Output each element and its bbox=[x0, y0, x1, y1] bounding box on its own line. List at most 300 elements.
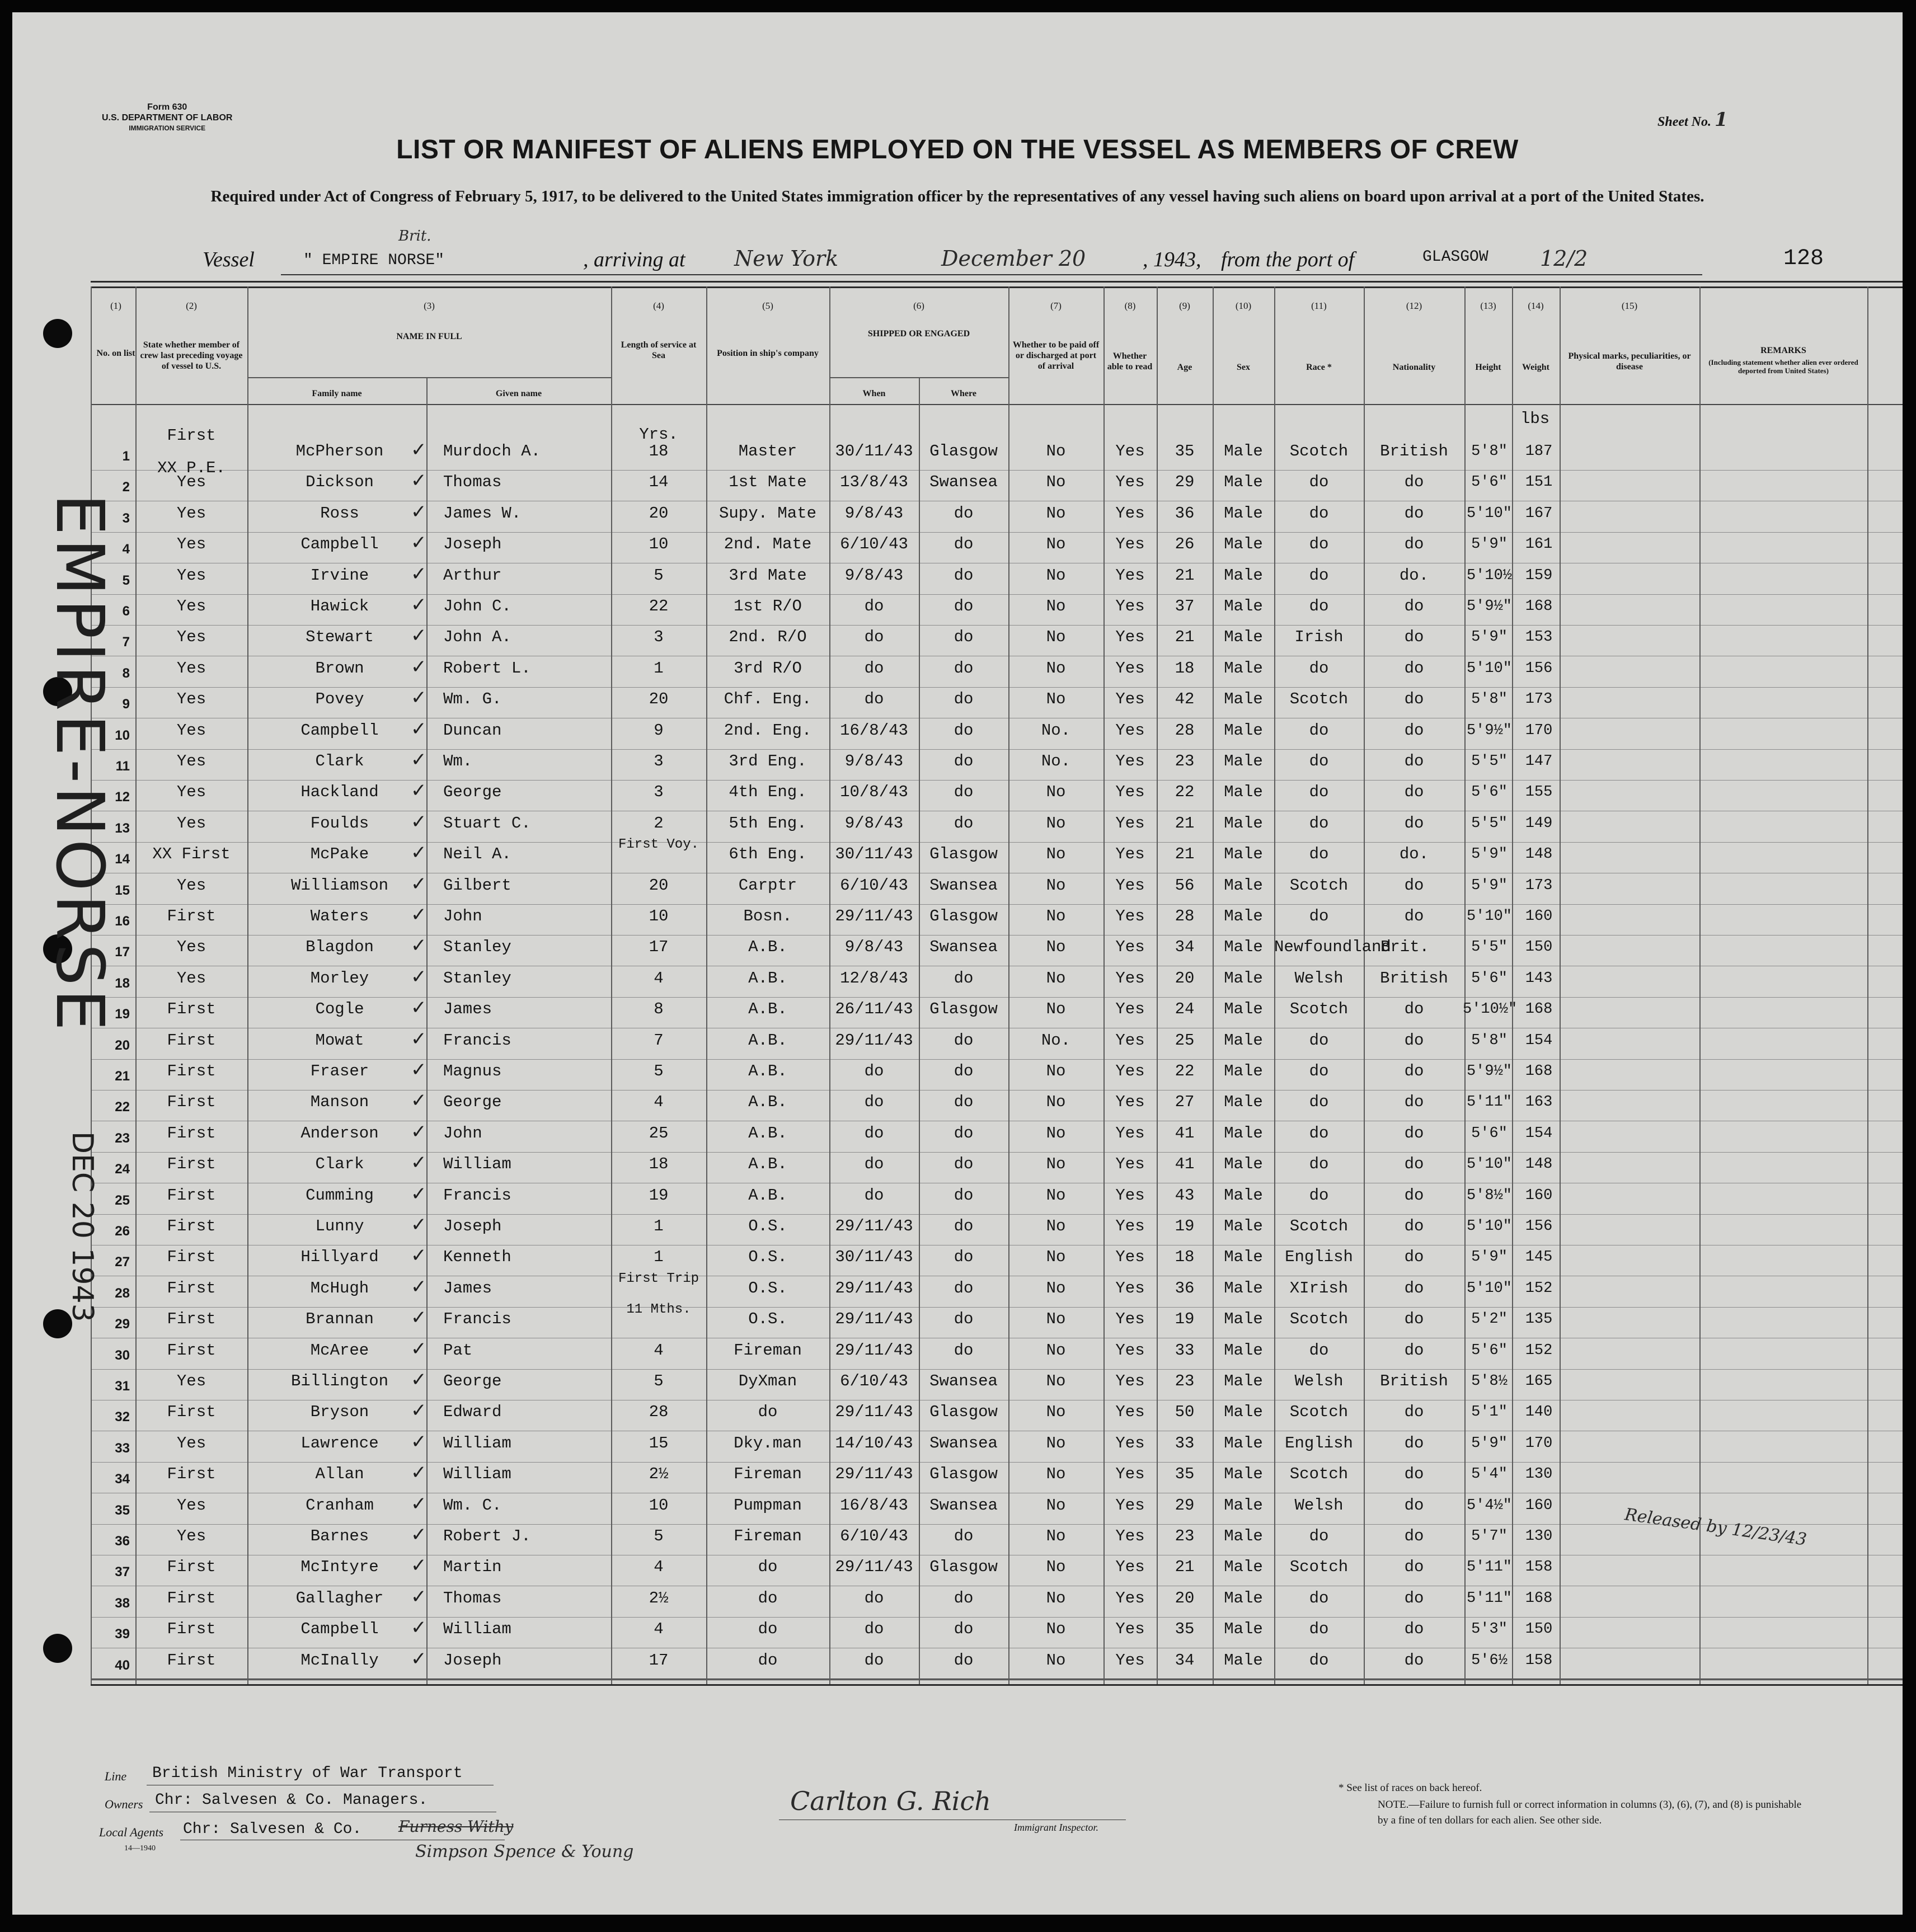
cell-position: 2nd. R/O bbox=[729, 628, 807, 647]
row-rule bbox=[91, 904, 1903, 905]
cell-length: 10 bbox=[649, 907, 669, 925]
cell-given: Neil A. bbox=[443, 845, 511, 864]
cell-when: 13/8/43 bbox=[840, 473, 908, 492]
cell-height: 5'8" bbox=[1471, 443, 1508, 460]
check-mark-icon: ✓ bbox=[411, 624, 427, 647]
date-stamp: DEC 20 1943 bbox=[65, 1131, 99, 1322]
cell-family: Billington bbox=[290, 1372, 389, 1390]
cell-height: 5'9" bbox=[1471, 877, 1508, 894]
cell-given: Magnus bbox=[443, 1062, 502, 1080]
cell-when: 16/8/43 bbox=[840, 721, 908, 740]
cell-length: 5 bbox=[654, 1372, 664, 1390]
cell-state: First bbox=[167, 1651, 216, 1670]
cell-race: do bbox=[1309, 845, 1329, 864]
cell-given: Robert J. bbox=[443, 1527, 531, 1545]
cell-sex: Male bbox=[1224, 1496, 1263, 1515]
row-number: 35 bbox=[115, 1502, 130, 1518]
header-height: Height bbox=[1475, 363, 1501, 372]
cell-nat: British bbox=[1380, 1372, 1448, 1390]
cell-weight: 143 bbox=[1525, 970, 1553, 987]
cell-given: James bbox=[443, 1000, 492, 1019]
cell-race: do bbox=[1309, 814, 1329, 833]
cell-height: 5'11" bbox=[1466, 1559, 1512, 1576]
cell-age: 21 bbox=[1175, 845, 1195, 864]
row-number: 8 bbox=[122, 665, 130, 681]
cell-paid: No bbox=[1046, 1558, 1066, 1577]
cell-read: Yes bbox=[1115, 1620, 1145, 1639]
cell-family: Blagdon bbox=[306, 938, 374, 957]
cell-when: 6/10/43 bbox=[840, 535, 908, 554]
cell-height: 5'4" bbox=[1471, 1466, 1508, 1483]
col-number-7: (7) bbox=[1050, 300, 1062, 311]
cell-sex: Male bbox=[1224, 1031, 1263, 1050]
cell-weight: 168 bbox=[1525, 1590, 1553, 1607]
row-number: 13 bbox=[115, 820, 130, 836]
cell-length: 20 bbox=[649, 504, 669, 523]
cell-length: 20 bbox=[649, 876, 669, 895]
cell-sex: Male bbox=[1224, 566, 1263, 585]
header-bottom-rule bbox=[91, 404, 1903, 405]
cell-state: First bbox=[167, 1000, 216, 1019]
cell-nat: do bbox=[1404, 721, 1424, 740]
cell-given: Joseph bbox=[443, 1651, 502, 1670]
cell-nat: do bbox=[1404, 907, 1424, 925]
cell-race: do bbox=[1309, 1588, 1329, 1607]
cell-position: 2nd. Eng. bbox=[724, 721, 812, 740]
cell-given: Edward bbox=[443, 1403, 502, 1422]
cell-length: 15 bbox=[649, 1433, 669, 1452]
cell-read: Yes bbox=[1115, 1465, 1145, 1484]
cell-length: 22 bbox=[649, 597, 669, 615]
cell-family: Campbell bbox=[300, 721, 379, 740]
row-rule bbox=[91, 842, 1903, 843]
check-mark-icon: ✓ bbox=[411, 717, 427, 740]
cell-position: Supy. Mate bbox=[718, 504, 817, 523]
cell-height: 5'9" bbox=[1471, 1249, 1508, 1266]
cell-paid: No bbox=[1046, 938, 1066, 957]
cell-sex: Male bbox=[1224, 1527, 1263, 1545]
cell-read: Yes bbox=[1115, 473, 1145, 492]
cell-height: 5'8½ bbox=[1471, 1373, 1508, 1390]
check-mark-icon: ✓ bbox=[411, 749, 427, 771]
row-number: 38 bbox=[115, 1595, 130, 1611]
cell-paid: No bbox=[1046, 1062, 1066, 1080]
cell-given: Martin bbox=[443, 1558, 502, 1577]
from-port: GLASGOW bbox=[1422, 248, 1488, 266]
cell-sex: Male bbox=[1224, 1248, 1263, 1267]
cell-paid: No. bbox=[1041, 752, 1071, 770]
row-rule bbox=[91, 1059, 1903, 1060]
cell-race: do bbox=[1309, 1527, 1329, 1545]
cell-state: Yes bbox=[176, 597, 206, 615]
cell-given: George bbox=[443, 1093, 502, 1112]
cell-sex: Male bbox=[1224, 1588, 1263, 1607]
cell-position: do bbox=[758, 1588, 778, 1607]
cell-age: 41 bbox=[1175, 1124, 1195, 1143]
cell-family: Manson bbox=[310, 1093, 369, 1112]
header-shipped: SHIPPED OR ENGAGED bbox=[867, 329, 970, 339]
cell-height: 5'11" bbox=[1466, 1094, 1512, 1111]
cell-height: 5'3" bbox=[1471, 1621, 1508, 1638]
cell-paid: No bbox=[1046, 1465, 1066, 1484]
header-name-in-full: NAME IN FULL bbox=[396, 332, 462, 341]
header-race: Race * bbox=[1306, 363, 1332, 372]
cell-height: 5'10" bbox=[1466, 1280, 1512, 1297]
cell-race: Scotch bbox=[1289, 442, 1349, 460]
cell-position: 6th Eng. bbox=[729, 845, 807, 864]
cell-nat: do bbox=[1404, 1093, 1424, 1112]
cell-height: 5'6" bbox=[1471, 1125, 1508, 1142]
cell-height: 5'5" bbox=[1471, 815, 1508, 832]
cell-weight: 130 bbox=[1525, 1466, 1553, 1483]
cell-state: First bbox=[167, 1248, 216, 1267]
cell-age: 34 bbox=[1175, 1651, 1195, 1670]
cell-read: Yes bbox=[1115, 814, 1145, 833]
header-nationality: Nationality bbox=[1392, 363, 1436, 372]
cell-where: do bbox=[954, 566, 974, 585]
row-number: 4 bbox=[122, 542, 130, 557]
cell-family: Clark bbox=[315, 752, 364, 770]
cell-where: do bbox=[954, 1651, 974, 1670]
cell-length: First Trip bbox=[618, 1271, 699, 1286]
cell-length: 17 bbox=[649, 1651, 669, 1670]
header-no-on-list: No. on list bbox=[96, 349, 135, 358]
row-number: 34 bbox=[115, 1472, 130, 1487]
cell-sex: Male bbox=[1224, 1000, 1263, 1019]
cell-family: Brown bbox=[315, 659, 364, 678]
cell-length: 3 bbox=[654, 752, 664, 770]
cell-position: O.S. bbox=[748, 1278, 787, 1298]
cell-paid: No bbox=[1046, 1496, 1066, 1515]
cell-nat: do bbox=[1404, 1620, 1424, 1639]
row-number: 40 bbox=[115, 1657, 130, 1673]
cell-paid: No bbox=[1046, 1620, 1066, 1639]
cell-state: First bbox=[167, 1278, 216, 1298]
cell-race: do bbox=[1309, 535, 1329, 554]
cell-weight: 147 bbox=[1525, 753, 1553, 770]
cell-family: Gallagher bbox=[295, 1588, 384, 1607]
cell-race: do bbox=[1309, 566, 1329, 585]
cell-paid: No bbox=[1046, 1217, 1066, 1235]
check-mark-icon: ✓ bbox=[411, 1214, 427, 1236]
cell-state: Yes bbox=[176, 938, 206, 957]
cell-paid: No bbox=[1046, 442, 1066, 460]
cell-race: do bbox=[1309, 1186, 1329, 1205]
cell-age: 42 bbox=[1175, 690, 1195, 709]
check-mark-icon: ✓ bbox=[411, 1461, 427, 1484]
cell-nat: do bbox=[1404, 1278, 1424, 1298]
form-service: IMMIGRATION SERVICE bbox=[129, 124, 206, 132]
cell-when: 29/11/43 bbox=[835, 1310, 913, 1329]
cell-age: 22 bbox=[1175, 783, 1195, 802]
cell-length: 5 bbox=[654, 1527, 664, 1545]
cell-weight: 159 bbox=[1525, 567, 1553, 584]
row-rule bbox=[91, 1462, 1903, 1463]
cell-given: William bbox=[443, 1620, 511, 1639]
cell-state: Yes bbox=[176, 473, 206, 492]
cell-age: 21 bbox=[1175, 814, 1195, 833]
header-state-member: State whether member of crew last preceding voyage of vessel to U.S. bbox=[140, 340, 243, 371]
cell-length: 2½ bbox=[649, 1588, 669, 1607]
cell-state: First bbox=[167, 1341, 216, 1360]
row-rule bbox=[91, 594, 1903, 595]
cell-race: Scotch bbox=[1289, 1217, 1349, 1235]
cell-length: 18 bbox=[649, 1155, 669, 1174]
cell-state: Yes bbox=[176, 690, 206, 709]
cell-weight: 158 bbox=[1525, 1559, 1553, 1576]
cell-length: 4 bbox=[654, 1620, 664, 1639]
cell-position: A.B. bbox=[748, 1000, 787, 1019]
cell-length: 7 bbox=[654, 1031, 664, 1050]
cell-length: 2 bbox=[654, 814, 664, 833]
cell-sex: Male bbox=[1224, 690, 1263, 709]
cell-length: 4 bbox=[654, 1558, 664, 1577]
cell-paid: No bbox=[1046, 1651, 1066, 1670]
cell-when: 30/11/43 bbox=[835, 1248, 913, 1267]
cell-given: John A. bbox=[443, 628, 511, 647]
cell-weight: 145 bbox=[1525, 1249, 1553, 1266]
name-subheader-rule bbox=[247, 377, 611, 378]
cell-read: Yes bbox=[1115, 659, 1145, 678]
cell-height: 5'8" bbox=[1471, 1032, 1508, 1049]
cell-when: do bbox=[864, 1620, 884, 1639]
cell-weight: 187 bbox=[1525, 443, 1553, 460]
cell-weight: 173 bbox=[1525, 691, 1553, 708]
cell-nat: do bbox=[1404, 876, 1424, 895]
cell-state: Yes bbox=[176, 1527, 206, 1545]
row-rule bbox=[91, 1307, 1903, 1308]
cell-weight: 170 bbox=[1525, 1435, 1553, 1452]
cell-weight: 168 bbox=[1525, 1001, 1553, 1018]
cell-paid: No bbox=[1046, 1278, 1066, 1298]
cell-where: do bbox=[954, 814, 974, 833]
cell-given: Joseph bbox=[443, 1217, 502, 1235]
cell-where: Swansea bbox=[929, 1433, 998, 1452]
cell-race: do bbox=[1309, 1124, 1329, 1143]
cell-race: do bbox=[1309, 473, 1329, 492]
cell-age: 19 bbox=[1175, 1310, 1195, 1329]
cell-length: 4 bbox=[654, 1093, 664, 1112]
cell-paid: No bbox=[1046, 1155, 1066, 1174]
cell-read: Yes bbox=[1115, 1124, 1145, 1143]
cell-height: 5'9½" bbox=[1466, 1063, 1512, 1080]
cell-family: Waters bbox=[310, 907, 369, 925]
cell-read: Yes bbox=[1115, 845, 1145, 864]
cell-position: O.S. bbox=[748, 1248, 787, 1267]
cell-where: Glasgow bbox=[929, 1403, 998, 1422]
cell-age: 20 bbox=[1175, 969, 1195, 988]
cell-when: 29/11/43 bbox=[835, 1403, 913, 1422]
cell-read: Yes bbox=[1115, 1558, 1145, 1577]
cell-sex: Male bbox=[1224, 783, 1263, 802]
cell-height: 5'6" bbox=[1471, 474, 1508, 491]
row-rule bbox=[91, 532, 1903, 533]
cell-nat: do bbox=[1404, 597, 1424, 615]
cell-nat: do bbox=[1404, 814, 1424, 833]
cell-paid: No bbox=[1046, 814, 1066, 833]
cell-state: Yes bbox=[176, 659, 206, 678]
cell-race: do bbox=[1309, 1341, 1329, 1360]
cell-length: 18 bbox=[649, 442, 669, 460]
cell-age: 33 bbox=[1175, 1433, 1195, 1452]
cell-family: Lunny bbox=[315, 1217, 364, 1235]
column-rule bbox=[135, 286, 137, 1684]
cell-sex: Male bbox=[1224, 1062, 1263, 1080]
cell-given: Francis bbox=[443, 1186, 511, 1205]
cell-weight: 154 bbox=[1525, 1032, 1553, 1049]
cell-given: Gilbert bbox=[443, 876, 511, 895]
cell-family: Fraser bbox=[310, 1062, 369, 1080]
cell-state: Yes bbox=[176, 1372, 206, 1390]
agents-handwritten: Simpson Spence & Young bbox=[415, 1842, 634, 1862]
document-title: LIST OR MANIFEST OF ALIENS EMPLOYED ON THE VESSEL AS MEMBERS OF CREW bbox=[396, 135, 1519, 164]
col-number-11: (11) bbox=[1311, 300, 1327, 311]
cell-race: Scotch bbox=[1289, 690, 1349, 709]
cell-height: 5'9" bbox=[1471, 629, 1508, 646]
cell-position: Pumpman bbox=[734, 1496, 802, 1515]
row-rule bbox=[91, 625, 1903, 626]
cell-family: McHugh bbox=[310, 1278, 369, 1298]
cell-family: McPherson bbox=[295, 442, 384, 460]
cell-position: Carptr bbox=[738, 876, 797, 895]
cell-race: Welsh bbox=[1294, 1496, 1344, 1515]
cell-paid: No bbox=[1046, 1000, 1066, 1019]
row-number: 39 bbox=[115, 1627, 130, 1642]
cell-nat: do bbox=[1404, 1496, 1424, 1515]
cell-when: do bbox=[864, 659, 884, 678]
cell-family: Dickson bbox=[306, 473, 374, 492]
cell-read: Yes bbox=[1115, 442, 1145, 460]
cell-family: Lawrence bbox=[300, 1433, 379, 1452]
cell-nat: do bbox=[1404, 783, 1424, 802]
cell-paid: No bbox=[1046, 690, 1066, 709]
cell-length: 5 bbox=[654, 566, 664, 585]
row-rule bbox=[91, 935, 1903, 936]
cell-when: 29/11/43 bbox=[835, 1558, 913, 1577]
cell-position: O.S. bbox=[748, 1310, 787, 1329]
row-rule bbox=[91, 470, 1903, 471]
cell-sex: Male bbox=[1224, 1310, 1263, 1329]
cell-read: Yes bbox=[1115, 876, 1145, 895]
cell-read: Yes bbox=[1115, 1278, 1145, 1298]
cell-when: do bbox=[864, 1093, 884, 1112]
cell-state: First bbox=[167, 1093, 216, 1112]
cell-when: 26/11/43 bbox=[835, 1000, 913, 1019]
col-number-10: (10) bbox=[1235, 300, 1252, 311]
col-number-6: (6) bbox=[913, 300, 924, 311]
cell-length: 10 bbox=[649, 535, 669, 554]
cell-length: 25 bbox=[649, 1124, 669, 1143]
cell-read: Yes bbox=[1115, 1155, 1145, 1174]
cell-state: First bbox=[167, 1155, 216, 1174]
row-rule bbox=[91, 749, 1903, 750]
col-number-8: (8) bbox=[1124, 300, 1136, 311]
cell-sex: Male bbox=[1224, 1372, 1263, 1390]
arrival-year: , 1943, bbox=[1143, 248, 1201, 271]
cell-age: 35 bbox=[1175, 1620, 1195, 1639]
cell-given: Francis bbox=[443, 1031, 511, 1050]
table-top-rule bbox=[91, 286, 1903, 288]
header-age: Age bbox=[1177, 363, 1192, 372]
cell-given: Wm. bbox=[443, 752, 473, 770]
vessel-stamp: EMPIRE-NORSE bbox=[41, 493, 119, 1035]
form-code: 14—1940 bbox=[124, 1844, 156, 1853]
check-mark-icon: ✓ bbox=[411, 810, 427, 833]
cell-race: do bbox=[1309, 1093, 1329, 1112]
cell-age: 18 bbox=[1175, 659, 1195, 678]
cell-given: Pat bbox=[443, 1341, 473, 1360]
form-header bbox=[102, 102, 232, 134]
cell-position: A.B. bbox=[748, 1093, 787, 1112]
check-mark-icon: ✓ bbox=[411, 1647, 427, 1670]
cell-given: Arthur bbox=[443, 566, 502, 585]
cell-nat: do bbox=[1404, 1000, 1424, 1019]
cell-race: Scotch bbox=[1289, 1310, 1349, 1329]
cell-read: Yes bbox=[1115, 1588, 1145, 1607]
cell-state-line2: XX P.E. bbox=[157, 459, 226, 477]
inspector-signature: Carlton G. Rich bbox=[790, 1786, 991, 1816]
cell-nat: do bbox=[1404, 659, 1424, 678]
row-rule bbox=[91, 1369, 1903, 1370]
check-mark-icon: ✓ bbox=[411, 1616, 427, 1639]
cell-sex: Male bbox=[1224, 1558, 1263, 1577]
cell-family: Irvine bbox=[310, 566, 369, 585]
check-mark-icon: ✓ bbox=[411, 1027, 427, 1050]
cell-family: Cranham bbox=[306, 1496, 374, 1515]
check-mark-icon: ✓ bbox=[411, 1151, 427, 1174]
cell-when: 6/10/43 bbox=[840, 1527, 908, 1545]
cell-when: 29/11/43 bbox=[835, 1465, 913, 1484]
cell-when: 29/11/43 bbox=[835, 907, 913, 925]
cell-position: Chf. Eng. bbox=[724, 690, 812, 709]
check-mark-icon: ✓ bbox=[411, 965, 427, 988]
cell-height: 5'10½ bbox=[1466, 567, 1512, 584]
form-department: U.S. DEPARTMENT OF LABOR bbox=[102, 113, 233, 123]
cell-read: Yes bbox=[1115, 752, 1145, 770]
cell-age: 29 bbox=[1175, 1496, 1195, 1515]
cell-where: do bbox=[954, 1031, 974, 1050]
document-subtitle: Required under Act of Congress of February 5, 1917, to be delivered to the United States immigration officer by the representatives of any vessel having such aliens on board upon arrival at a port of the United States. bbox=[210, 187, 1704, 205]
cell-where: Swansea bbox=[929, 1372, 998, 1390]
cell-read: Yes bbox=[1115, 1527, 1145, 1545]
check-mark-icon: ✓ bbox=[411, 1182, 427, 1205]
cell-race: do bbox=[1309, 752, 1329, 770]
row-number: 18 bbox=[115, 975, 130, 991]
cell-read: Yes bbox=[1115, 1217, 1145, 1235]
cell-length: 10 bbox=[649, 1496, 669, 1515]
cell-state: Yes bbox=[176, 628, 206, 647]
cell-nat: do bbox=[1404, 473, 1424, 492]
cell-weight: 158 bbox=[1525, 1652, 1553, 1669]
cell-position: Fireman bbox=[734, 1527, 802, 1545]
cell-read: Yes bbox=[1115, 597, 1145, 615]
cell-state: First bbox=[167, 1217, 216, 1235]
cell-state: First bbox=[167, 1465, 216, 1484]
cell-given: Stanley bbox=[443, 938, 511, 957]
cell-where: do bbox=[954, 504, 974, 523]
header-where: Where bbox=[951, 389, 976, 398]
check-mark-icon: ✓ bbox=[411, 1059, 427, 1081]
cell-age: 41 bbox=[1175, 1155, 1195, 1174]
cell-nat: do bbox=[1404, 1433, 1424, 1452]
cell-where: Glasgow bbox=[929, 442, 998, 460]
cell-paid: No bbox=[1046, 1310, 1066, 1329]
cell-height: 5'6" bbox=[1471, 970, 1508, 987]
cell-nat: do bbox=[1404, 752, 1424, 770]
cell-given: James W. bbox=[443, 504, 522, 523]
cell-paid: No bbox=[1046, 535, 1066, 554]
cell-read: Yes bbox=[1115, 1433, 1145, 1452]
